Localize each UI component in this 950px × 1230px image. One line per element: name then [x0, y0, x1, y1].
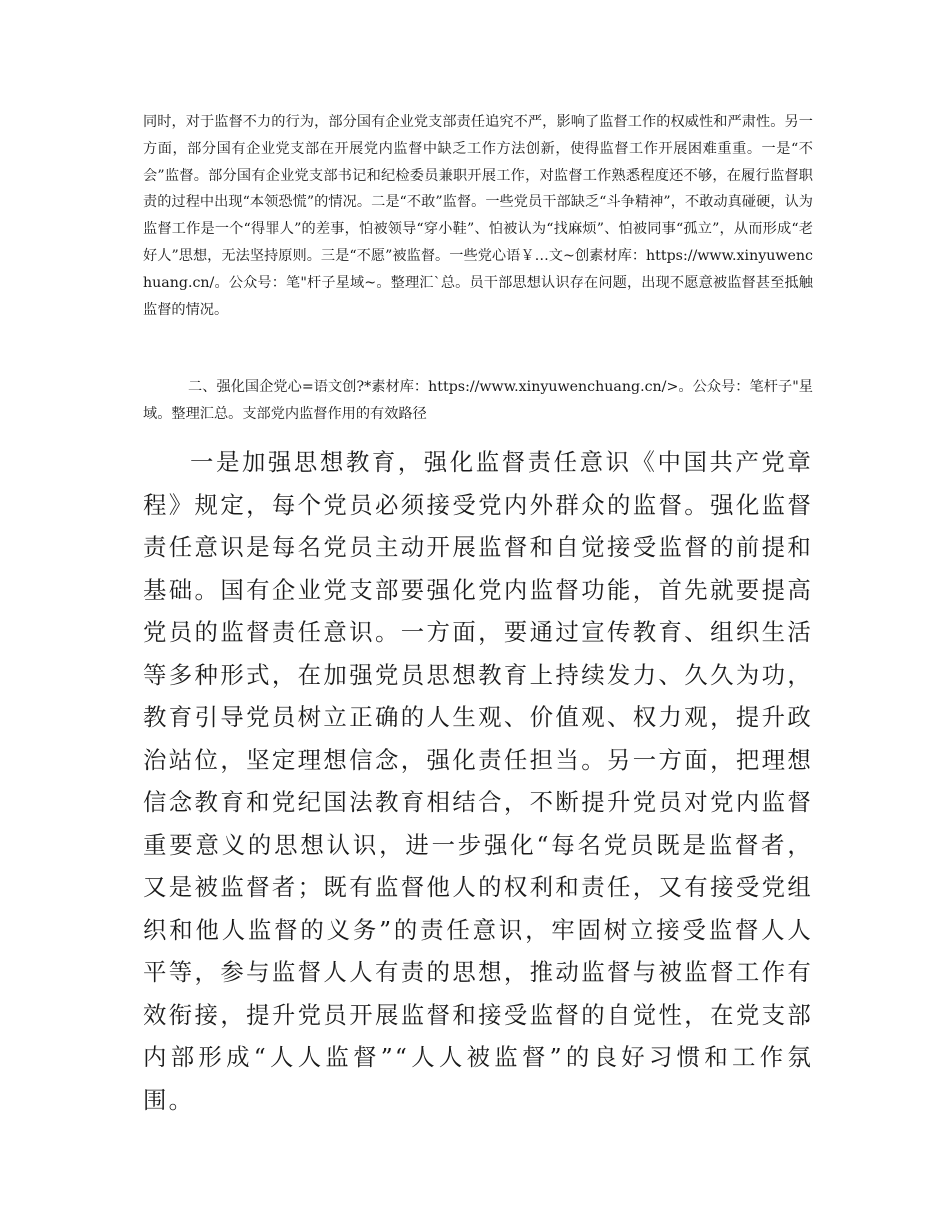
section-heading-paragraph: 二、强化国企党心=语文创?*素材库：https://www.xinyuwenchuang.cn/>。公众号：笔杆子"星域。整理汇总。支部党内监督作用的有效路径: [143, 379, 813, 422]
body-paragraph-1: 同时，对于监督不力的行为，部分国有企业党支部责任追究不严，影响了监督工作的权威性和严肃性。另一方面，部分国有企业党支部在开展党内监督中缺乏工作方法创新，使得监督工作开展困难重重。一是“不会”监督。部分国有企业党支部书记和纪检委员兼职开展工作，对监督工作熟悉程度还不够，在履行监督职责的过程中出现“本领恐慌”的情况。二是“不敢”监督。一些党员干部缺乏“斗争精神”，不敢动真碰硬，认为监督工作是一个“得罪人”的差事，怕被领导“穿小鞋”、怕被认为“找麻烦”、怕被同事“孤立”，从而形成“老好人”思想，无法坚持原则。三是“不愿”被监督。一些党心语￥…文~创素材库：https://www.xinyuwenchuang.cn/。公众号：笔"杆子星域~。整理汇`总。员干部思想认识存在问题，出现不愿意被监督甚至抵触监督的情况。: [143, 114, 813, 318]
body-paragraph-large: 一是加强思想教育，强化监督责任意识《中国共产党章程》规定，每个党员必须接受党内外群众的监督。强化监督责任意识是每名党员主动开展监督和自觉接受监督的前提和基础。国有企业党支部要强化党内监督功能，首先就要提高党员的监督责任意识。一方面，要通过宣传教育、组织生活等多种形式，在加强党员思想教育上持续发力、久久为功，教育引导党员树立正确的人生观、价值观、权力观，提升政治站位，坚定理想信念，强化责任担当。另一方面，把理想信念教育和党纪国法教育相结合，不断提升党员对党内监督重要意义的思想认识，进一步强化“每名党员既是监督者，又是被监督者；既有监督他人的权利和责任，又有接受党组织和他人监督的义务”的责任意识，牢固树立接受监督人人平等，参与监督人人有责的思想，推动监督与被监督工作有效衔接，提升党员开展监督和接受监督的自觉性，在党支部内部形成“人人监督”“人人被监督”的良好习惯和工作氛围。: [143, 448, 813, 1114]
